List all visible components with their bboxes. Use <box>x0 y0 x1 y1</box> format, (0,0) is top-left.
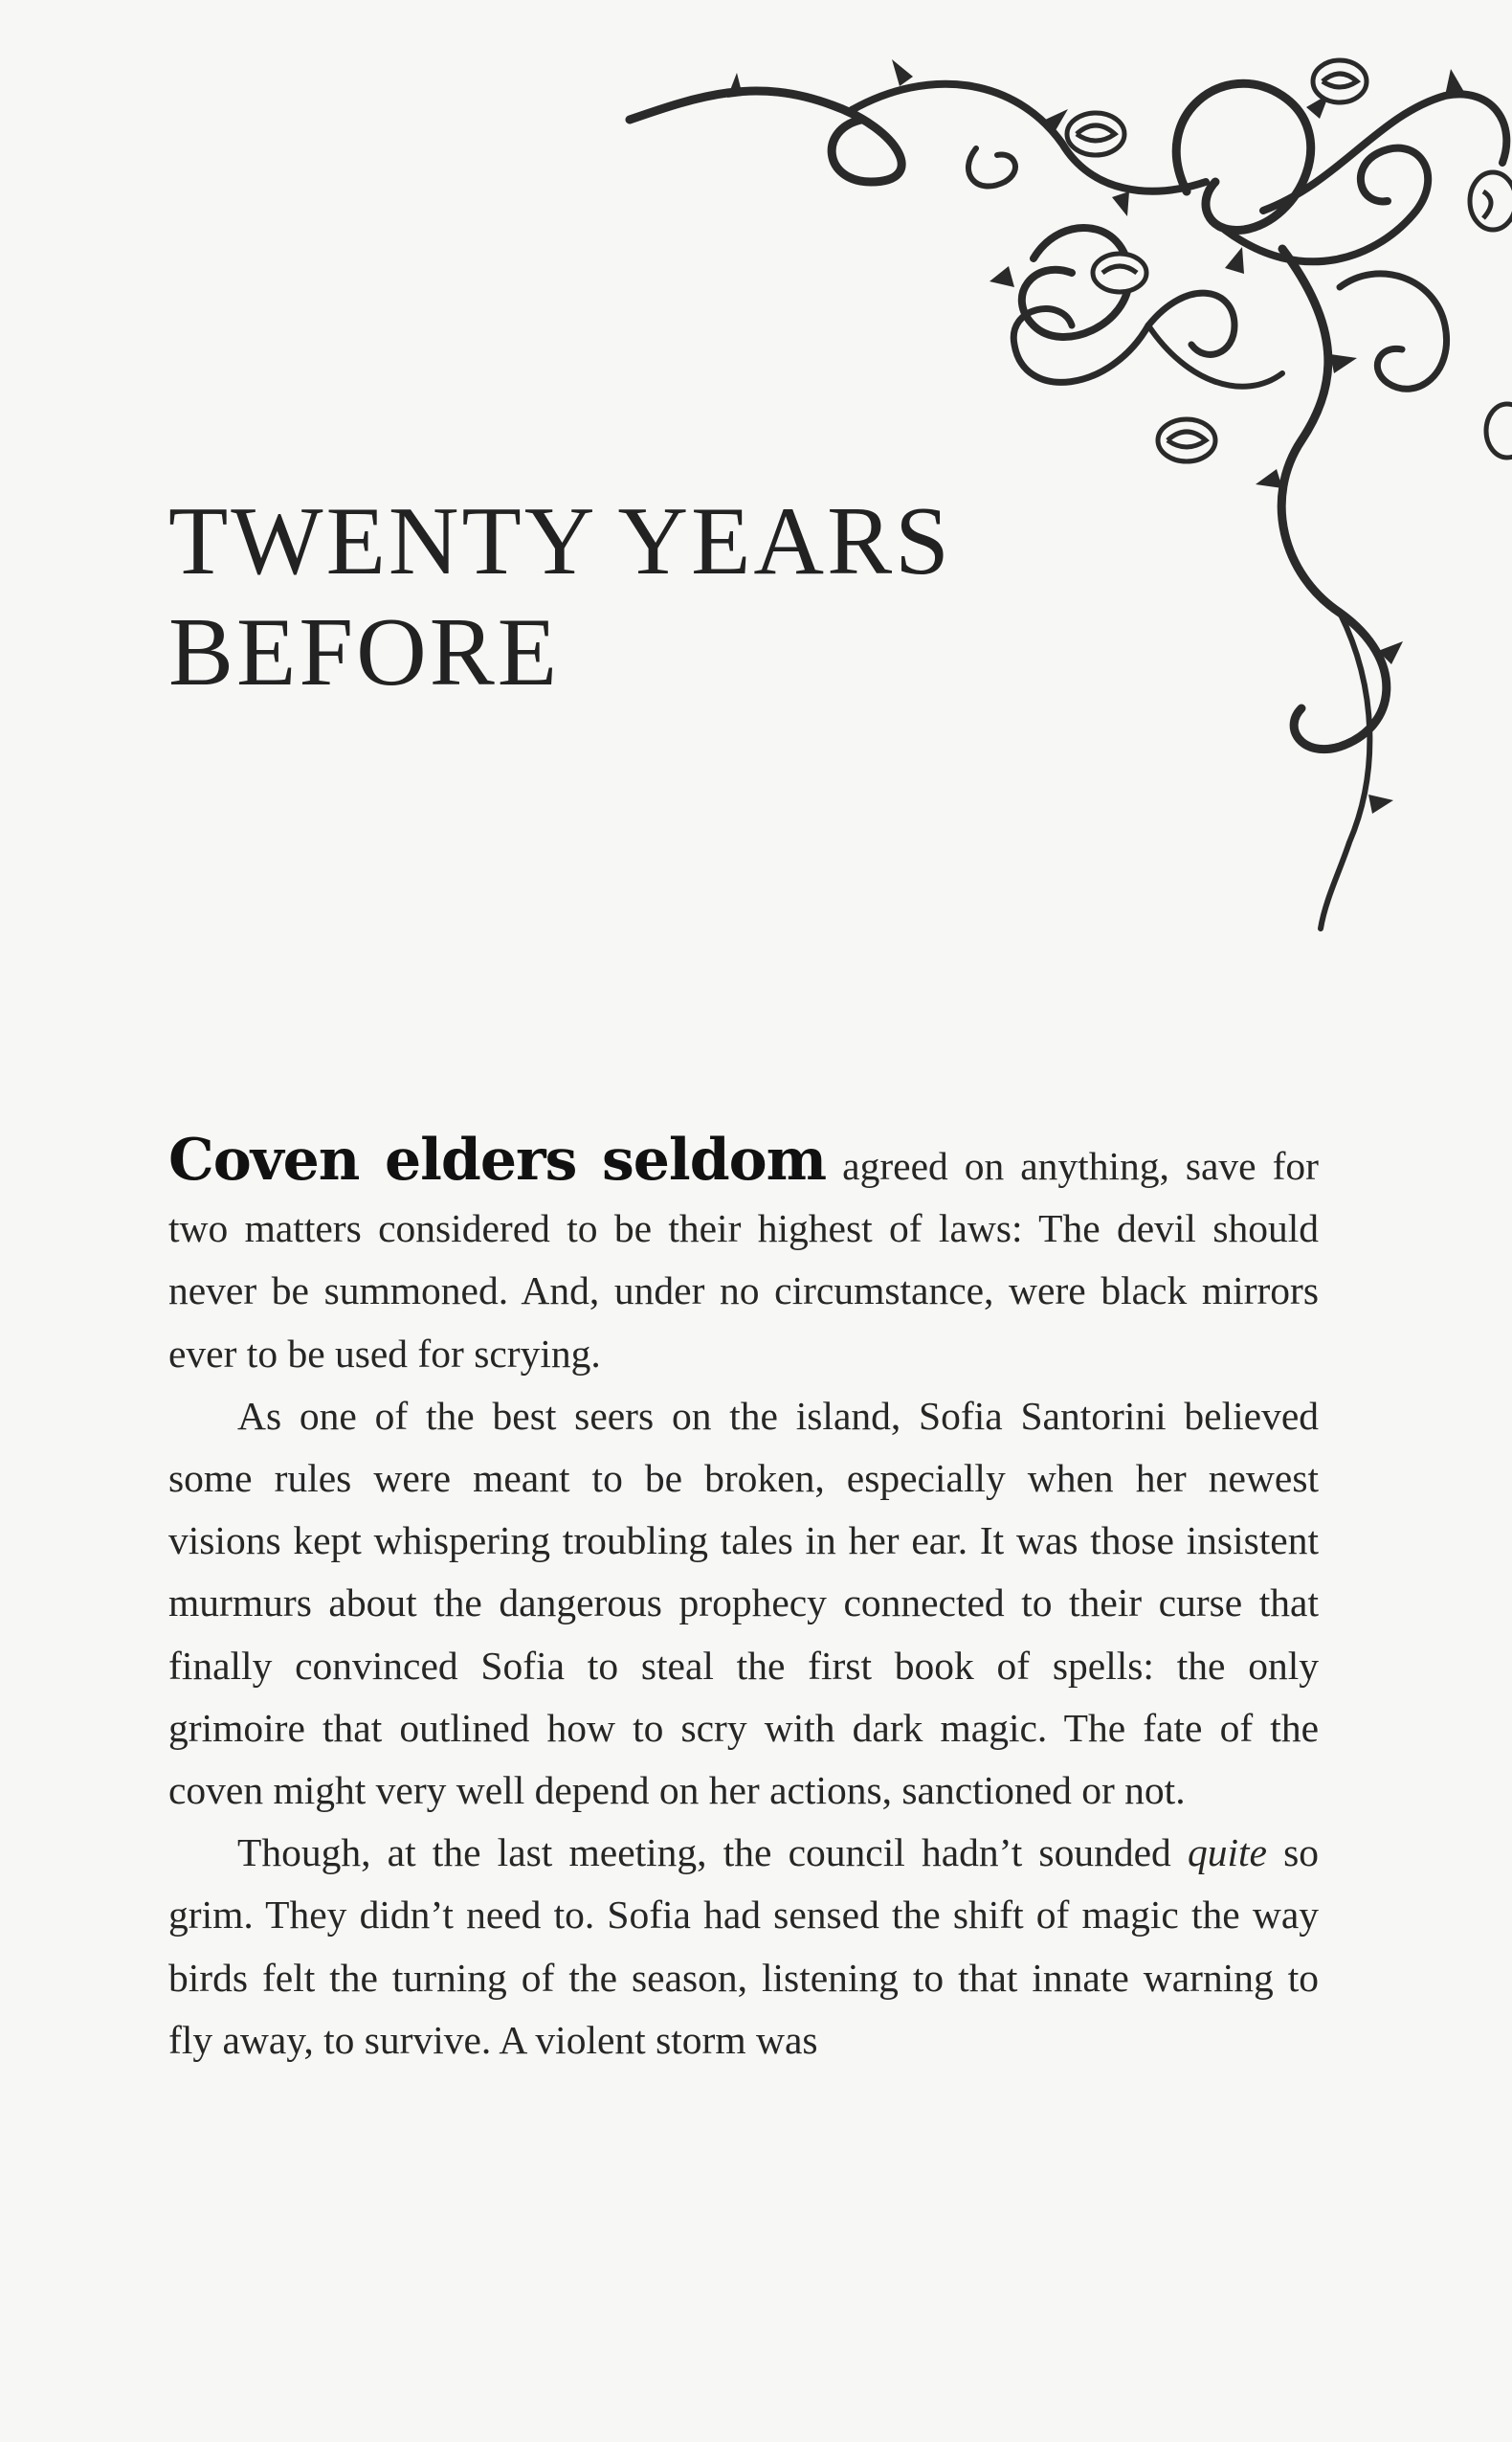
paragraph-3-text-a: Though, at the last meeting, the council hadn’t sounded <box>237 1830 1171 1875</box>
paragraph-3-emphasis: quite <box>1187 1830 1267 1875</box>
chapter-title <box>168 486 952 708</box>
paragraph-2: As one of the best seers on the island, Sofia Santorini believed some rules were meant to be broken, especially when her newest visions kept whispering troubling tales in her ear. It was those insistent murmurs about the dangerous prophecy connected to their curse that finally convinced Sofia to steal the first book of spells: the only grimoire that outlined how to scry with dark magic. The fate of the coven might very well depend on her actions, sanctioned or not. <box>168 1393 1319 1813</box>
chapter-body <box>168 1127 1320 2072</box>
chapter-title-line-2: BEFORE <box>168 598 561 706</box>
paragraph-1 <box>168 1127 1319 1385</box>
paragraph-3 <box>168 1822 1319 2072</box>
paragraph-3-text-b: so grim. They didn’t need to. Sofia had sensed the shift of magic the way birds felt the turning of the season, listening to that innate warning to fly away, to survive. A violent storm was <box>168 1830 1320 2062</box>
chapter-title-line-1: TWENTY YEARS <box>168 487 952 595</box>
opening-small-caps: Coven elders seldom <box>168 1127 827 1194</box>
paragraph-1-text: agreed on anything, save for two matters considered to be their highest of laws: The devil should never be summoned. And, under no circumstance, were black mirrors ever to be used for scrying. <box>168 1144 1319 1376</box>
